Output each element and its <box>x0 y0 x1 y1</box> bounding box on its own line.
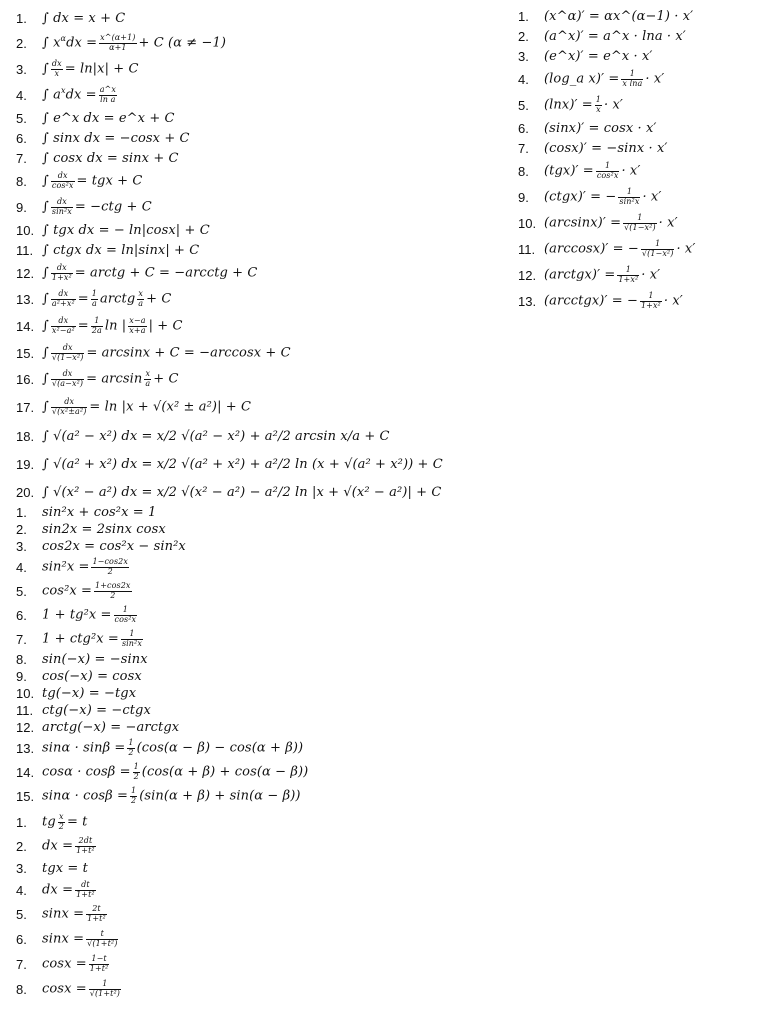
row-number: 2. <box>16 522 27 537</box>
row-number: 13. <box>16 740 35 756</box>
integral-row-5 <box>16 108 486 128</box>
trig-row-5 <box>16 579 486 603</box>
row-number: 8. <box>518 163 529 179</box>
integral-row-11 <box>16 240 486 260</box>
derivative-row-3 <box>518 46 758 66</box>
formula: ∫ $x^\alpha dx$ = $\frac{x\^{}(\alpha+1)}{\alpha+1}$ + C (α ≠ −1) <box>42 33 227 52</box>
row-number: 2. <box>518 28 529 44</box>
trig-row-2 <box>16 521 486 538</box>
formula: sin²x = $\frac{1-\cos 2x}{2}$ <box>42 557 128 576</box>
row-number: 13. <box>16 291 35 307</box>
subst-row-4 <box>16 878 486 902</box>
formula: cos²x = $\frac{1+\cos 2x}{2}$ <box>42 581 131 600</box>
integral-row-10 <box>16 220 486 240</box>
integral-row-18 <box>16 422 486 450</box>
formula: ∫ $\frac{dx}{\text{cos²x}}$ = tgx + C <box>42 171 143 190</box>
derivatives-table <box>518 6 758 314</box>
integral-row-2 <box>16 30 486 56</box>
integral-row-3 <box>16 56 486 82</box>
formula: sinx = $\frac{2t}{\text{1+t²}}$ <box>42 904 106 923</box>
row-number: 11. <box>16 703 34 718</box>
formula: dx = $\frac{2dt}{\text{1+t²}}$ <box>42 836 95 855</box>
derivative-row-7 <box>518 138 758 158</box>
formula: cos2x = cos²x − sin²x <box>42 539 186 554</box>
formula: tg(−x) = −tgx <box>42 686 137 701</box>
derivative-row-6 <box>518 118 758 138</box>
formula: sinx = $\frac{t}{\text{√(1+t²)}}$ <box>42 929 118 948</box>
derivative-row-13 <box>518 288 758 314</box>
formula: sin2x = 2sinx cosx <box>42 522 166 537</box>
formula: (lnx)′ = $\frac{1}{x}$ · x′ <box>544 95 623 114</box>
row-number: 8. <box>16 981 27 997</box>
derivative-row-8 <box>518 158 758 184</box>
trig-row-9 <box>16 668 486 685</box>
formula: (arccosx)′ = − $\frac{1}{\text{√(1−x²)}}$ · x′ <box>544 239 696 258</box>
derivative-row-12 <box>518 262 758 288</box>
row-number: 7. <box>16 956 27 972</box>
integral-row-15 <box>16 340 486 366</box>
row-number: 14. <box>16 318 35 334</box>
formula: (arcctgx)′ = − $\frac{1}{\text{1+x²}}$ · x′ <box>544 291 683 310</box>
integrals-table <box>16 6 486 506</box>
row-number: 2. <box>16 838 27 854</box>
subst-row-3 <box>16 858 486 878</box>
row-number: 10. <box>16 686 35 701</box>
trig-identities-table <box>16 504 486 808</box>
row-number: 6. <box>16 130 27 146</box>
formula: ∫ sinx dx = −cosx + C <box>42 130 190 146</box>
subst-row-5 <box>16 902 486 926</box>
row-number: 9. <box>16 669 27 684</box>
row-number: 9. <box>16 199 27 215</box>
formula: sin²x + cos²x = 1 <box>42 505 157 520</box>
subst-row-8 <box>16 976 486 1002</box>
formula: dx = $\frac{dt}{\text{1+t²}}$ <box>42 880 95 899</box>
integral-row-7 <box>16 148 486 168</box>
row-number: 9. <box>518 189 529 205</box>
trig-row-4 <box>16 555 486 579</box>
row-number: 14. <box>16 764 35 780</box>
formula: ∫ tgx dx = − ln|cosx| + C <box>42 222 210 238</box>
trig-row-13 <box>16 736 486 760</box>
row-number: 2. <box>16 35 27 51</box>
formula: cosx = $\frac{1}{\text{√(1+t²)}}$ <box>42 979 121 998</box>
formula: cosα · cosβ = $\frac{1}{2}$ (cos(α + β) + cos(α − β)) <box>42 762 309 781</box>
formula: (e^x)′ = e^x · x′ <box>544 48 653 64</box>
formula: ∫ $\frac{dx}{\text{√(1−x²)}}$ = arcsinx + C = −arccosx + C <box>42 343 291 362</box>
formula: cos(−x) = cosx <box>42 669 142 684</box>
formula: (a^x)′ = a^x · lna · x′ <box>544 28 686 44</box>
trig-row-12 <box>16 719 486 736</box>
formula: sinα · cosβ = $\frac{1}{2}$ (sin(α + β) + sin(α − β)) <box>42 786 301 805</box>
row-number: 20. <box>16 484 35 500</box>
formula: tg $\frac{x}{2}$ = t <box>42 812 88 831</box>
formula: tgx = t <box>42 860 88 876</box>
row-number: 18. <box>16 428 35 444</box>
formula: ∫ √(a² − x²) dx = x/2 √(a² − x²) + a²/2 arcsin x/a + C <box>42 428 390 444</box>
row-number: 5. <box>518 97 529 113</box>
row-number: 10. <box>518 215 537 231</box>
row-number: 12. <box>16 265 35 281</box>
formula: ∫ $\frac{dx}{\text{√(x²±a²)}}$ = ln |x + √(x² ± a²)| + C <box>42 397 252 416</box>
trig-row-11 <box>16 702 486 719</box>
formula: ∫ cosx dx = sinx + C <box>42 150 179 166</box>
row-number: 1. <box>16 10 27 26</box>
formula: ∫ √(x² − a²) dx = x/2 √(x² − a²) − a²/2 ln |x + √(x² − a²)| + C <box>42 484 442 500</box>
derivative-row-5 <box>518 92 758 118</box>
formula: ∫ $\frac{dx}{\text{x²−a²}}$ = $\frac{1}{2a}$ ln | $\frac{x-a}{x+a}$ | + C <box>42 316 183 335</box>
derivative-row-4 <box>518 66 758 92</box>
formula: (x^α)′ = αx^(α−1) · x′ <box>544 8 694 24</box>
row-number: 4. <box>518 71 529 87</box>
integral-row-14 <box>16 312 486 340</box>
subst-row-2 <box>16 834 486 858</box>
integral-row-8 <box>16 168 486 194</box>
row-number: 7. <box>16 631 27 647</box>
formula: ∫ $\frac{dx}{\text{1+x²}}$ = arctg + C = −arcctg + C <box>42 263 258 282</box>
integral-row-16 <box>16 366 486 392</box>
row-number: 1. <box>16 505 27 520</box>
substitutions-table <box>16 810 486 1002</box>
formula: sin(−x) = −sinx <box>42 652 148 667</box>
row-number: 15. <box>16 788 35 804</box>
formula: (sinx)′ = cosx · x′ <box>544 120 657 136</box>
row-number: 12. <box>518 267 537 283</box>
row-number: 17. <box>16 399 35 415</box>
row-number: 6. <box>518 120 529 136</box>
formula: arctg(−x) = −arctgx <box>42 720 180 735</box>
formula: 1 + ctg²x = $\frac{1}{\text{sin²x}}$ <box>42 629 142 648</box>
subst-row-1 <box>16 810 486 834</box>
row-number: 6. <box>16 931 27 947</box>
row-number: 13. <box>518 293 537 309</box>
row-number: 3. <box>16 61 27 77</box>
formula: (arcsinx)′ = $\frac{1}{\text{√(1−x²)}}$ · x′ <box>544 213 678 232</box>
row-number: 5. <box>16 583 27 599</box>
row-number: 5. <box>16 110 27 126</box>
integral-row-4 <box>16 82 486 108</box>
row-number: 3. <box>16 860 27 876</box>
row-number: 3. <box>16 539 27 554</box>
trig-row-1 <box>16 504 486 521</box>
row-number: 12. <box>16 720 35 735</box>
row-number: 4. <box>16 559 27 575</box>
formula: ctg(−x) = −ctgx <box>42 703 151 718</box>
trig-row-3 <box>16 538 486 555</box>
row-number: 3. <box>518 48 529 64</box>
formula: sinα · sinβ = $\frac{1}{2}$ (cos(α − β) − cos(α + β)) <box>42 738 304 757</box>
formula: (arctgx)′ = $\frac{1}{\text{1+x²}}$ · x′ <box>544 265 661 284</box>
integral-row-19 <box>16 450 486 478</box>
subst-row-7 <box>16 952 486 976</box>
trig-row-14 <box>16 760 486 784</box>
formula: (tgx)′ = $\frac{1}{\text{cos²x}}$ · x′ <box>544 161 641 180</box>
row-number: 11. <box>16 242 34 258</box>
formula: (ctgx)′ = − $\frac{1}{\text{sin²x}}$ · x′ <box>544 187 662 206</box>
row-number: 19. <box>16 456 35 472</box>
integral-row-9 <box>16 194 486 220</box>
integral-row-13 <box>16 286 486 312</box>
formula: (cosx)′ = −sinx · x′ <box>544 140 668 156</box>
integral-row-17 <box>16 392 486 422</box>
trig-row-8 <box>16 651 486 668</box>
row-number: 10. <box>16 222 35 238</box>
row-number: 8. <box>16 652 27 667</box>
formula: ∫ $\frac{dx}{\text{√(a−x²)}}$ = arcsin $\frac{x}{a}$ + C <box>42 369 179 388</box>
formula: 1 + tg²x = $\frac{1}{\text{cos²x}}$ <box>42 605 137 624</box>
formula: ∫ $a^xdx$ = $\frac{a\^{}x}{\text{ln a}}$ <box>42 85 116 104</box>
formula: ∫ √(a² + x²) dx = x/2 √(a² + x²) + a²/2 ln (x + √(a² + x²)) + C <box>42 456 443 472</box>
derivative-row-10 <box>518 210 758 236</box>
integral-row-20 <box>16 478 486 506</box>
integral-row-6 <box>16 128 486 148</box>
row-number: 7. <box>16 150 27 166</box>
row-number: 4. <box>16 87 27 103</box>
trig-row-6 <box>16 603 486 627</box>
formula: ∫ $\frac{dx}{\text{a²+x²}}$ = $\frac{1}{a}$ arctg $\frac{x}{a}$ + C <box>42 289 172 308</box>
row-number: 1. <box>16 814 27 830</box>
row-number: 4. <box>16 882 27 898</box>
row-number: 1. <box>518 8 529 24</box>
row-number: 8. <box>16 173 27 189</box>
formula: cosx = $\frac{1-t}{\text{1+t²}}$ <box>42 954 109 973</box>
formula: ∫ $\frac{dx}{x}$ = ln|x| + C <box>42 59 139 78</box>
trig-row-10 <box>16 685 486 702</box>
integral-row-1 <box>16 6 486 30</box>
derivative-row-1 <box>518 6 758 26</box>
formula: (log_a x)′ = $\frac{1}{\text{x lna}}$ · x′ <box>544 69 665 88</box>
integral-row-12 <box>16 260 486 286</box>
formula: ∫ dx = x + C <box>42 10 126 26</box>
row-number: 7. <box>518 140 529 156</box>
row-number: 11. <box>518 241 536 257</box>
trig-row-15 <box>16 784 486 808</box>
row-number: 15. <box>16 345 35 361</box>
formula: ∫ $\frac{dx}{\text{sin²x}}$ = −ctg + C <box>42 197 152 216</box>
derivative-row-11 <box>518 236 758 262</box>
derivative-row-9 <box>518 184 758 210</box>
row-number: 5. <box>16 906 27 922</box>
formula: ∫ ctgx dx = ln|sinx| + C <box>42 242 200 258</box>
formula: ∫ e^x dx = e^x + C <box>42 110 175 126</box>
row-number: 6. <box>16 607 27 623</box>
row-number: 16. <box>16 371 35 387</box>
subst-row-6 <box>16 926 486 952</box>
derivative-row-2 <box>518 26 758 46</box>
trig-row-7 <box>16 627 486 651</box>
